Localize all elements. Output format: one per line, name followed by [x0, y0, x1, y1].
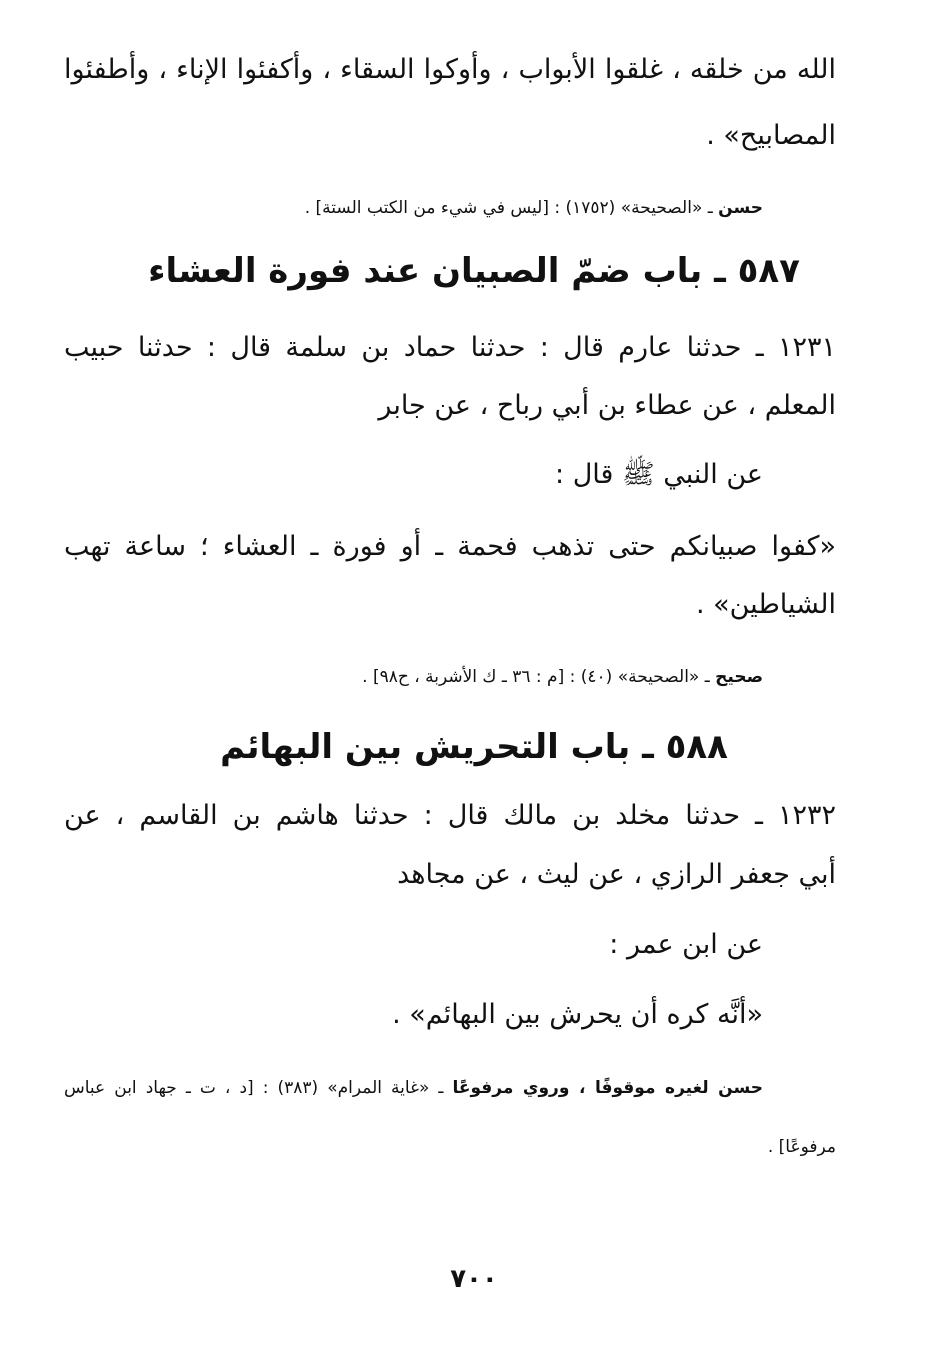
grading-label: صحيح	[715, 667, 763, 687]
hadith-1231-line: ١٢٣١ ـ حدثنا عارم قال : حدثنا حماد بن سلمة قال : حدثنا حبيب	[64, 332, 836, 363]
hadith-1232-line: عن ابن عمر :	[609, 929, 763, 960]
grading-note	[362, 663, 763, 691]
hadith-1231-line: المعلم ، عن عطاء بن أبي رباح ، عن جابر	[378, 390, 836, 421]
page-number: ٧٠٠	[450, 1264, 498, 1294]
grading-note	[305, 194, 763, 222]
text-line: الله من خلقه ، غلقوا الأبواب ، وأوكوا السقاء ، وأكفئوا الإناء ، وأطفئوا	[64, 54, 836, 85]
hadith-1231-line: عن النبي ﷺ قال :	[555, 459, 763, 490]
grading-note-continuation: مرفوعًا] .	[767, 1137, 836, 1157]
hadith-1232-line: أبي جعفر الرازي ، عن ليث ، عن مجاهد	[397, 859, 836, 890]
hadith-1232-line: ١٢٣٢ ـ حدثنا مخلد بن مالك قال : حدثنا هاشم بن القاسم ، عن	[64, 800, 836, 831]
hadith-1232-text: «أنَّه كره أن يحرش بين البهائم» .	[392, 999, 763, 1030]
grading-reference: ـ «غاية المرام» (٣٨٣) : [د ، ت ـ جهاد ابن عباس	[64, 1078, 453, 1098]
chapter-heading-587: ٥٨٧ ـ باب ضمّ الصبيان عند فورة العشاء	[148, 251, 800, 291]
chapter-heading-588: ٥٨٨ ـ باب التحريش بين البهائم	[220, 727, 728, 767]
grading-note	[64, 1074, 763, 1102]
text-line: المصابيح» .	[706, 120, 836, 151]
grading-reference: ـ «الصحيحة» (٤٠) : [م : ٣٦ ـ ك الأشربة ، ح٩٨] .	[362, 667, 716, 687]
grading-label: حسن	[718, 198, 763, 218]
hadith-1231-text: «كفوا صبيانكم حتى تذهب فحمة ـ أو فورة ـ العشاء ؛ ساعة تهب	[64, 531, 836, 562]
grading-label: حسن لغيره موقوفًا ، وروي مرفوعًا	[452, 1078, 763, 1098]
grading-reference: ـ «الصحيحة» (١٧٥٢) : [ليس في شيء من الكتب الستة] .	[304, 198, 719, 218]
hadith-1231-text: الشياطين» .	[695, 589, 836, 620]
